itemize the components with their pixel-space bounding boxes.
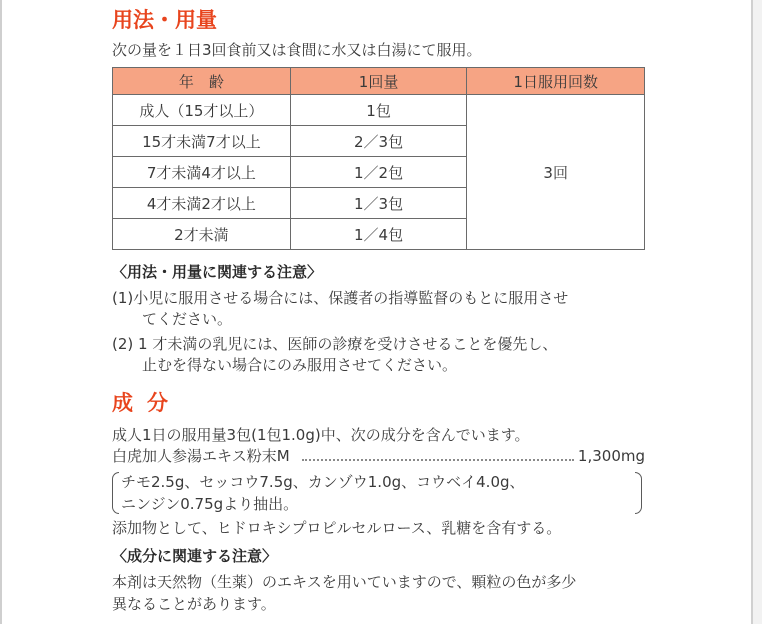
additives-text: 添加物として、ヒドロキシプロピルセルロース、乳糖を含有する。 xyxy=(112,519,562,537)
extract-line xyxy=(112,446,645,466)
right-bracket xyxy=(635,472,642,514)
header-age: 年 齢 xyxy=(113,68,291,95)
herb-list xyxy=(121,471,525,515)
ingredients-intro: 成人1日の服用量3包(1包1.0g)中、次の成分を含んでいます。 xyxy=(112,426,530,444)
herb-list-line-2: ニンジン0.75gより抽出。 xyxy=(121,495,299,513)
page-margin-right xyxy=(753,0,762,624)
dose-cell: 1／4包 xyxy=(290,219,467,250)
dose-cell: 1／2包 xyxy=(290,157,467,188)
herb-list-line-1: チモ2.5g、セッコウ7.5g、カンゾウ1.0g、コウベイ4.0g、 xyxy=(121,473,525,491)
dosage-table-header xyxy=(113,68,645,95)
usage-caution-heading: 〈用法・用量に関連する注意〉 xyxy=(112,263,323,281)
dosage-table xyxy=(112,67,645,250)
table-row xyxy=(113,95,645,126)
page-border-left xyxy=(0,0,2,624)
times-per-day-cell: 3回 xyxy=(467,95,645,250)
dose-cell: 1包 xyxy=(290,95,467,126)
ingredients-caution-heading: 〈成分に関連する注意〉 xyxy=(112,547,278,565)
extract-name: 白虎加人参湯エキス粉末M xyxy=(112,447,290,465)
extract-amount: 1,300mg xyxy=(577,447,645,465)
usage-caution-1-line-1: (1)小児に服用させる場合には、保護者の指導監督のもとに服用させ xyxy=(112,289,569,307)
usage-caution-1-line-2: てください。 xyxy=(142,310,233,328)
dot-leader xyxy=(302,459,574,461)
usage-heading: 用法・用量 xyxy=(112,8,217,32)
usage-caution-2-line-2: 止むを得ない場合にのみ服用させてください。 xyxy=(142,356,458,374)
ingredients-caution-line-2: 異なることがあります。 xyxy=(112,595,276,613)
usage-caution-2-line-1: (2) 1 才未満の乳児には、医師の診療を受けさせることを優先し、 xyxy=(112,335,558,353)
herb-list-bracket xyxy=(112,468,642,514)
age-cell: 2才未満 xyxy=(113,219,291,250)
age-cell: 7才未満4才以上 xyxy=(113,157,291,188)
age-cell: 成人（15才以上） xyxy=(113,95,291,126)
dose-cell: 2／3包 xyxy=(290,126,467,157)
header-times: 1日服用回数 xyxy=(467,68,645,95)
usage-intro: 次の量を１日3回食前又は食間に水又は白湯にて服用。 xyxy=(112,41,482,59)
age-cell: 15才未満7才以上 xyxy=(113,126,291,157)
ingredients-caution-line-1: 本剤は天然物（生薬）のエキスを用いていますので、顆粒の色が多少 xyxy=(112,573,577,591)
age-cell: 4才未満2才以上 xyxy=(113,188,291,219)
ingredients-heading: 成分 xyxy=(112,391,182,415)
header-dose: 1回量 xyxy=(290,68,467,95)
dose-cell: 1／3包 xyxy=(290,188,467,219)
left-bracket xyxy=(112,472,119,514)
